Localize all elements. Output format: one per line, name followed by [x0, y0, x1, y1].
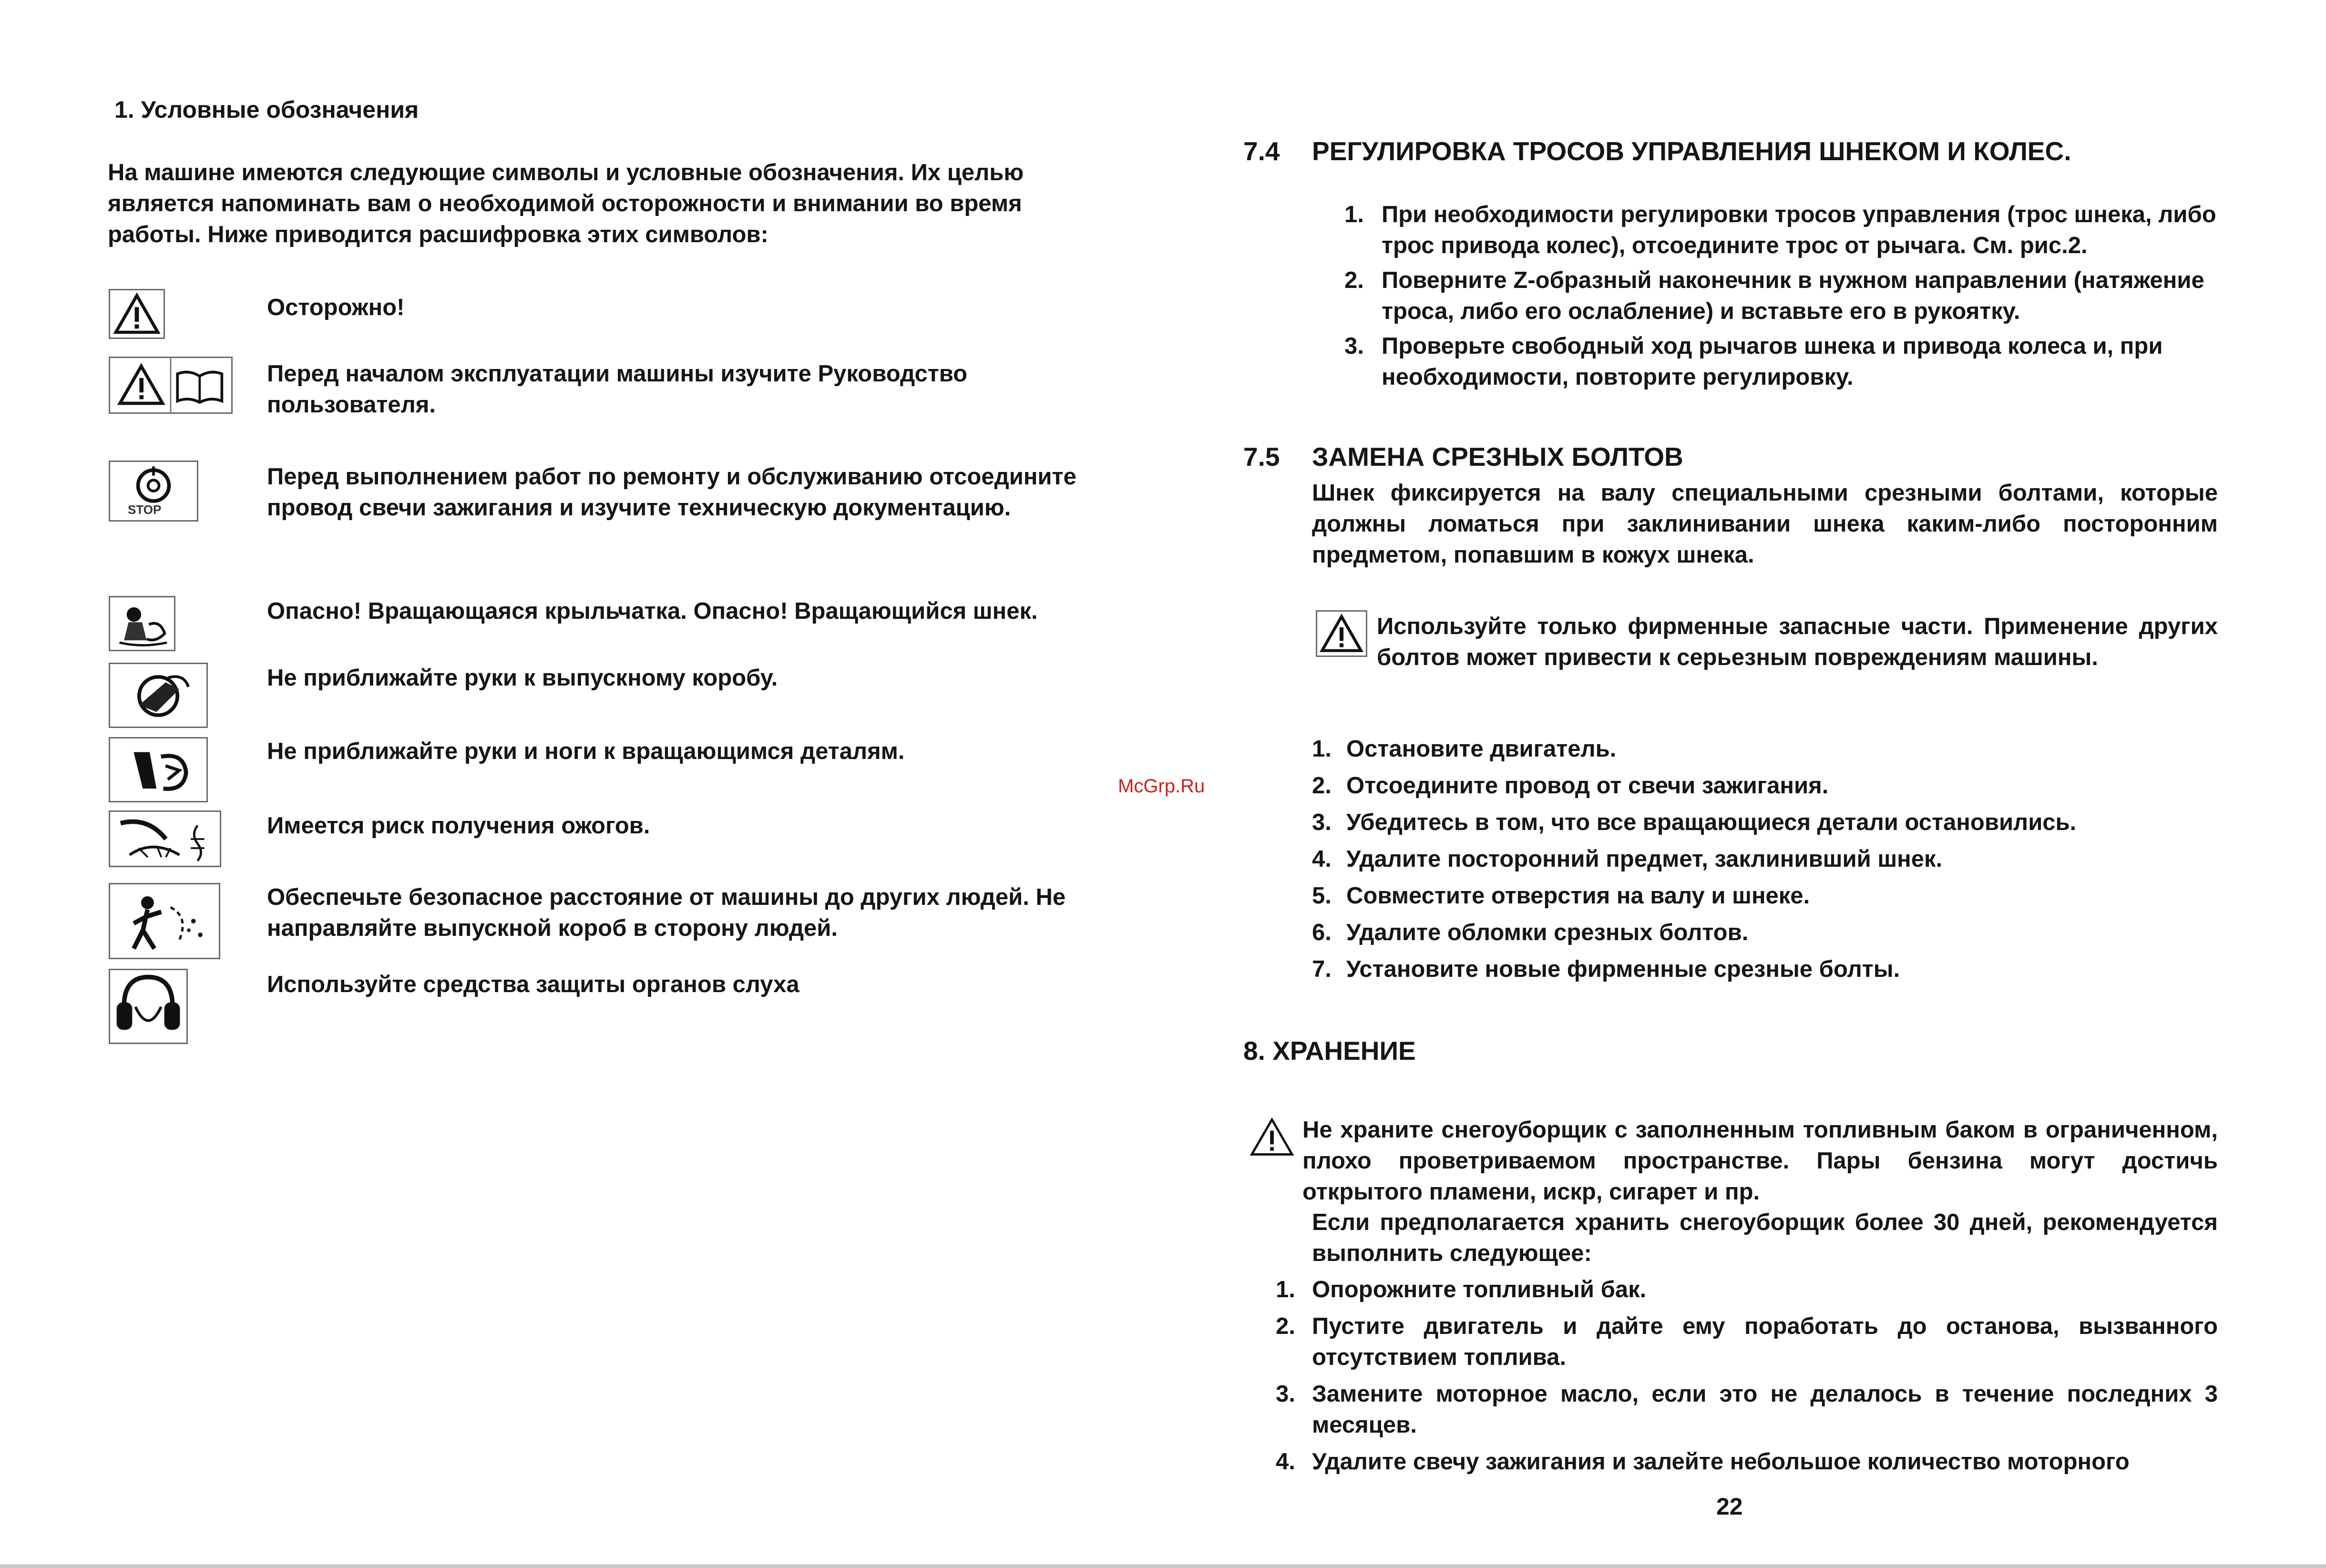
symbol-text-ear-protection: Используйте средства защиты органов слуха — [267, 972, 799, 997]
section-title-8: 8. ХРАНЕНИЕ — [1243, 1036, 1416, 1066]
section-title-7-4: РЕГУЛИРОВКА ТРОСОВ УПРАВЛЕНИЯ ШНЕКОМ И КОЛЕС. — [1312, 136, 2071, 166]
symbol-text-disconnect-spark-plug: Перед выполнением работ по ремонту и обслуживанию отсоедините провод свечи зажигания и изучите техническую документацию. — [267, 464, 1076, 521]
list-item: 4. Удалите свечу зажигания и залейте небольшое количество моторного — [1276, 1449, 2130, 1475]
symbols-intro: На машине имеются следующие символы и условные обозначения. Их целью является напоминать вам о необходимой осторожности и внимании во время работы. Ниже приводится расшифровка этих символов: — [108, 160, 1024, 247]
discharge-chute-hand-icon — [109, 663, 208, 728]
section-title-symbols: 1. Условные обозначения — [114, 96, 419, 123]
list-item: 1. Опорожните топливный бак. — [1276, 1277, 1647, 1302]
symbol-text-burn-risk: Имеется риск получения ожогов. — [267, 813, 650, 839]
list-item: 5. Совместите отверстия на валу и шнеке. — [1312, 883, 1810, 909]
warning-triangle-icon — [1316, 610, 1367, 657]
page-number: 22 — [1716, 1493, 1743, 1520]
read-manual-icon — [109, 357, 233, 414]
symbol-text-keep-distance: Обеспечьте безопасное расстояние от машины до других людей. Не направляйте выпускной короб в сторону людей. — [267, 884, 1066, 941]
list-item: 7. Установите новые фирменные срезные болты. — [1312, 956, 1900, 982]
warning-triangle-icon — [109, 289, 165, 339]
symbol-text-read-manual: Перед началом эксплуатации машины изучите Руководство пользователя. — [267, 361, 968, 418]
symbol-text-rotating-impeller: Опасно! Вращающаяся крыльчатка. Опасно! Вращающийся шнек. — [267, 598, 1038, 624]
watermark: McGrp.Ru — [1118, 776, 1205, 797]
keep-distance-icon — [109, 883, 220, 959]
symbol-text-rotating-parts: Не приближайте руки и ноги к вращающимся деталям. — [267, 738, 905, 764]
list-item: 6. Удалите обломки срезных болтов. — [1312, 920, 1749, 945]
section-7-5-warning: Используйте только фирменные запасные части. Применение других болтов может привести к серьезным повреждениям машины. — [1377, 614, 2218, 670]
section-8-intro: Если предполагается хранить снегоуборщик более 30 дней, рекомендуется выполнить следующее: — [1312, 1209, 2218, 1266]
list-item: 1. Остановите двигатель. — [1312, 736, 1617, 762]
stop-icon-label: STOP — [128, 502, 162, 517]
list-item: 2. Поверните Z-образный наконечник в нужном направлении (натяжение троса, либо его ослабление) и вставьте его в рукоятку. — [1344, 267, 2204, 324]
section-7-5-intro: Шнек фиксируется на валу специальными срезными болтами, которые должны ломаться при заклинивании шнека каким-либо посторонним предметом, попавшим в кожух шнека. — [1312, 480, 2218, 568]
ear-protection-icon — [109, 969, 188, 1044]
list-item: 2. Пустите двигатель и дайте ему поработать до останова, вызванного отсутствием топлива. — [1276, 1313, 2218, 1370]
list-item: 2. Отсоедините провод от свечи зажигания. — [1312, 773, 1829, 799]
list-item: 4. Удалите посторонний предмет, заклинивший шнек. — [1312, 846, 1943, 872]
list-7-4-steps — [1344, 199, 2222, 393]
warning-triangle-icon — [1249, 1116, 1295, 1158]
symbol-text-discharge-chute: Не приближайте руки к выпускному коробу. — [267, 665, 778, 691]
section-number-7-5: 7.5 — [1243, 442, 1280, 471]
list-item: 3. Убедитесь в том, что все вращающиеся детали остановились. — [1312, 810, 2077, 835]
rotating-impeller-icon — [109, 596, 175, 651]
list-item: 3. Замените моторное масло, если это не делалось в течение последних 3 месяцев. — [1276, 1381, 2218, 1438]
section-number-7-4: 7.4 — [1243, 136, 1280, 166]
rotating-parts-hand-foot-icon — [109, 737, 208, 802]
list-8-steps — [1276, 1274, 2218, 1477]
section-8-warning: Не храните снегоуборщик с заполненным топливным баком в ограниченном, плохо проветриваемом пространстве. Пары бензина могут достичь открытого пламени, искр, сигарет и пр. — [1302, 1117, 2218, 1205]
list-item: 3. Проверьте свободный ход рычагов шнека и привода колеса и, при необходимости, повторите регулировку. — [1344, 333, 2163, 390]
list-item: 1. При необходимости регулировки тросов управления (трос шнека, либо трос привода колес), отсоедините трос от рычага. См. рис.2. — [1344, 202, 2216, 258]
section-title-7-5: ЗАМЕНА СРЕЗНЫХ БОЛТОВ — [1312, 442, 1683, 471]
symbol-text-caution: Осторожно! — [267, 295, 405, 320]
hot-surface-icon — [109, 810, 221, 867]
page-bottom-rule — [0, 1564, 2326, 1568]
list-7-5-steps — [1312, 734, 2218, 991]
